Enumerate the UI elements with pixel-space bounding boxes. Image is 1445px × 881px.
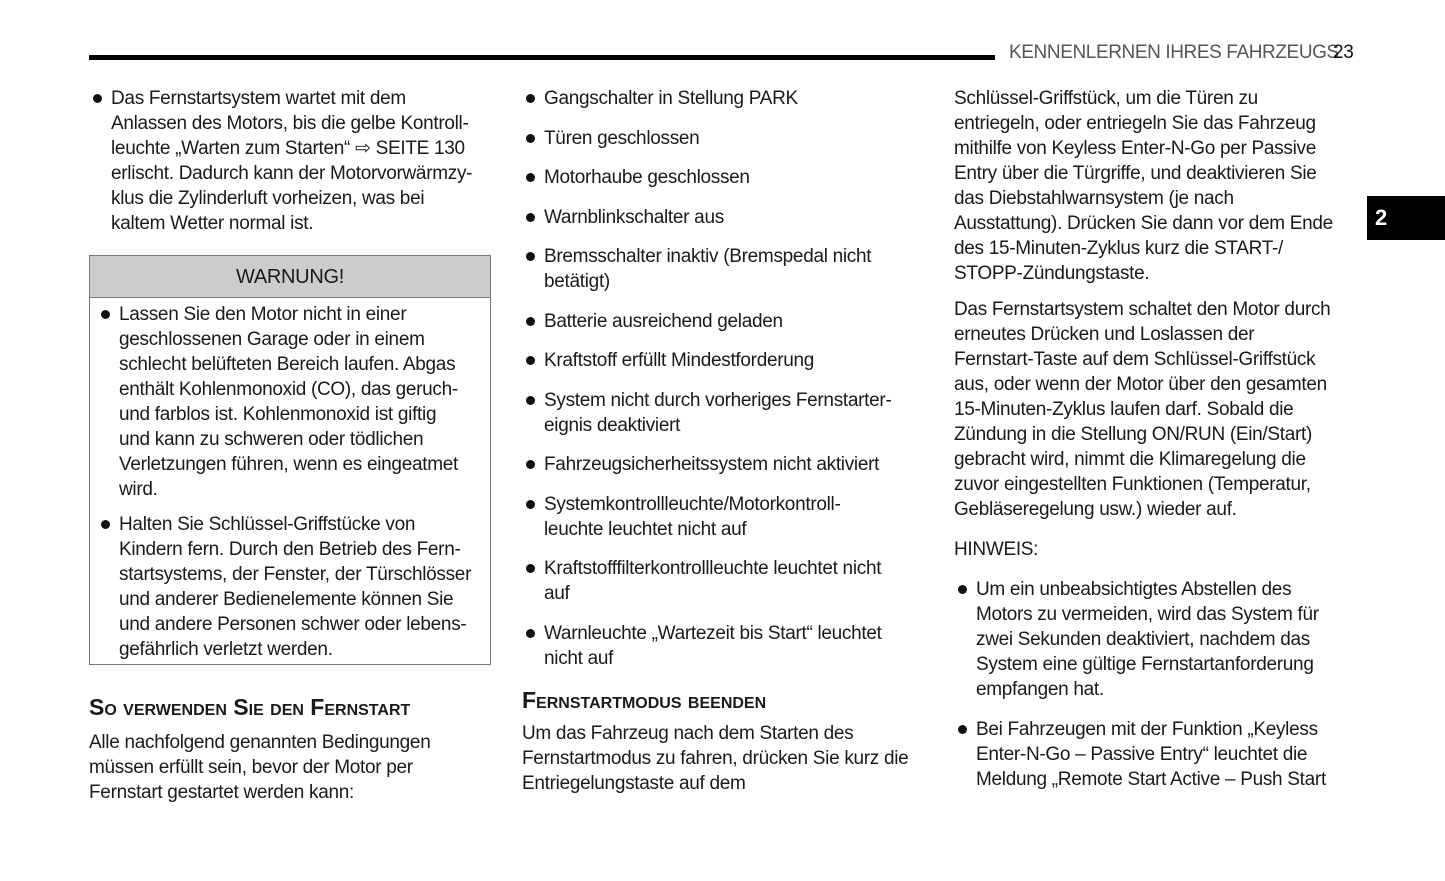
text-line: Das Fernstartsystem schaltet den Motor durch	[954, 299, 1331, 320]
text-line: gebracht wird, nimmt die Klimaregelung die	[954, 449, 1306, 470]
text-line: enthält Kohlenmonoxid (CO), das geruch-	[119, 378, 458, 400]
text-line: Gangschalter in Stellung PARK	[544, 88, 798, 109]
text-line: Fahrzeugsicherheitssystem nicht aktiviert	[544, 454, 880, 475]
paragraph	[954, 86, 1354, 286]
text-line: Gebläseregelung usw.) wieder auf.	[954, 499, 1237, 520]
text-line: entriegeln, oder entriegeln Sie das Fahrzeug	[954, 113, 1316, 134]
text-line: leuchte leuchtet nicht auf	[544, 518, 747, 540]
text-line: wird.	[119, 478, 158, 500]
text-line: Anlassen des Motors, bis die gelbe Kontroll-	[111, 113, 469, 134]
paragraph	[89, 730, 491, 805]
text-line: Um das Fahrzeug nach dem Starten des	[522, 723, 854, 744]
condition-item	[522, 388, 922, 438]
text-line: gefährlich verletzt werden.	[119, 638, 333, 660]
paragraph	[522, 721, 922, 796]
condition-item	[522, 126, 922, 151]
text-line: nicht auf	[544, 647, 614, 669]
text-line: Fernstart-Taste auf dem Schlüssel-Griffstück	[954, 349, 1316, 370]
text-line: Motorhaube geschlossen	[544, 167, 750, 188]
section-heading: Fernstartmodus beenden	[522, 687, 767, 713]
text-line: mithilfe von Keyless Enter-N-Go per Passive	[954, 138, 1316, 159]
text-line: Das Fernstartsystem wartet mit dem	[111, 88, 406, 109]
text-line: Motors zu vermeiden, wird das System für	[976, 604, 1319, 625]
column-2	[522, 86, 922, 796]
text-line: Warnleuchte „Wartezeit bis Start“ leuchtet	[544, 622, 882, 644]
text-line: Zündung in die Stellung ON/RUN (Ein/Start)	[954, 424, 1313, 445]
warning-box	[89, 255, 491, 665]
text-line: erneutes Drücken und Loslassen der	[954, 324, 1255, 345]
text-line: kaltem Wetter normal ist.	[111, 213, 314, 234]
bullet-item	[89, 86, 491, 236]
text-line: Verletzungen führen, wenn es eingeatmet	[119, 453, 458, 475]
condition-item	[522, 556, 922, 606]
warning-body	[90, 298, 490, 662]
condition-item	[522, 452, 922, 477]
text-line: System eine gültige Fernstartanforderung	[976, 654, 1314, 675]
page-number: 23	[1333, 42, 1354, 63]
note-bullet	[954, 717, 1354, 792]
text-line: Kraftstoff erfüllt Mindestforderung	[544, 350, 815, 371]
text-line: Entriegelungstaste auf dem	[522, 773, 746, 794]
text-line: Bei Fahrzeugen mit der Funktion „Keyless	[976, 718, 1318, 740]
text-line: betätigt)	[544, 271, 610, 292]
text-line: Warnblinkschalter aus	[544, 206, 724, 228]
text-line: leuchte „Warten zum Starten“ ⇨ SEITE 130	[111, 138, 465, 159]
text-line: aus, oder wenn der Motor über den gesamten	[954, 374, 1327, 395]
text-line: geschlossenen Garage oder in einem	[119, 328, 425, 350]
note-label: HINWEIS:	[954, 539, 1039, 560]
text-line: Bremsschalter inaktiv (Bremspedal nicht	[544, 246, 872, 267]
text-line: Lassen Sie den Motor nicht in einer	[119, 303, 407, 325]
paragraph	[954, 297, 1354, 522]
text-line: und anderer Bedienelemente können Sie	[119, 588, 454, 610]
text-line: Systemkontrollleuchte/Motorkontroll-	[544, 493, 841, 515]
section-heading: So verwenden Sie den Fernstart	[89, 693, 411, 720]
text-line: empfangen hat.	[976, 679, 1104, 700]
text-line: Kraftstofffilterkontrollleuchte leuchtet nicht	[544, 558, 882, 579]
text-line: eignis deaktiviert	[544, 414, 681, 436]
text-line: müssen erfüllt sein, bevor der Motor per	[89, 756, 413, 778]
text-line: schlecht belüfteten Bereich laufen. Abgas	[119, 353, 456, 375]
text-line: klus die Zylinderluft vorheizen, was bei	[111, 188, 425, 209]
column-1	[89, 86, 491, 805]
text-line: Meldung „Remote Start Active – Push Start	[976, 768, 1326, 790]
condition-item	[522, 244, 922, 294]
text-line: erlischt. Dadurch kann der Motorvorwärmzy-	[111, 163, 473, 184]
text-line: zwei Sekunden deaktiviert, nachdem das	[976, 629, 1310, 650]
condition-item	[522, 492, 922, 542]
header-rule	[89, 55, 995, 60]
text-line: Kindern fern. Durch den Betrieb des Fern-	[119, 538, 461, 560]
text-line: auf	[544, 583, 570, 604]
condition-item	[522, 86, 922, 111]
warning-bullet	[97, 302, 484, 502]
text-line: und kann zu schweren oder tödlichen	[119, 428, 424, 450]
condition-item	[522, 309, 922, 334]
text-line: das Diebstahlwarnsystem (je nach	[954, 188, 1234, 209]
text-line: Entry über die Türgriffe, und deaktivieren Sie	[954, 163, 1317, 184]
text-line: 15-Minuten-Zyklus laufen darf. Sobald die	[954, 399, 1294, 420]
text-line: startsystems, der Fenster, der Türschlösser	[119, 563, 472, 585]
condition-item	[522, 165, 922, 190]
text-line: Halten Sie Schlüssel-Griffstücke von	[119, 513, 416, 535]
chapter-tab[interactable]: 2	[1367, 196, 1445, 240]
text-line: Fernstartmodus zu fahren, drücken Sie kurz die	[522, 748, 909, 769]
condition-item	[522, 205, 922, 230]
text-line: Türen geschlossen	[544, 127, 700, 149]
text-line: Um ein unbeabsichtigtes Abstellen des	[976, 579, 1292, 600]
warning-bullet	[97, 512, 484, 662]
text-line: Schlüssel-Griffstück, um die Türen zu	[954, 88, 1258, 109]
column-3	[954, 86, 1354, 806]
condition-list	[522, 86, 922, 671]
text-line: des 15-Minuten-Zyklus kurz die START-/	[954, 238, 1283, 259]
text-line: Enter-N-Go – Passive Entry“ leuchtet die	[976, 743, 1308, 765]
text-line: Batterie ausreichend geladen	[544, 310, 783, 332]
note-bullet	[954, 577, 1354, 702]
condition-item	[522, 348, 922, 373]
text-line: und andere Personen schwer oder lebens-	[119, 613, 467, 635]
text-line: STOPP-Zündungstaste.	[954, 263, 1150, 284]
condition-item	[522, 621, 922, 671]
text-line: Ausstattung). Drücken Sie dann vor dem Ende	[954, 213, 1333, 234]
text-line: Fernstart gestartet werden kann:	[89, 781, 354, 803]
text-line: Alle nachfolgend genannten Bedingungen	[89, 731, 431, 753]
text-line: zuvor eingestellten Funktionen (Temperatur,	[954, 474, 1311, 495]
text-line: und farblos ist. Kohlenmonoxid ist giftig	[119, 403, 437, 425]
section-title: KENNENLERNEN IHRES FAHRZEUGS	[1009, 42, 1339, 63]
text-line: System nicht durch vorheriges Fernstarter-	[544, 389, 892, 411]
warning-title: WARNUNG!	[90, 256, 490, 298]
